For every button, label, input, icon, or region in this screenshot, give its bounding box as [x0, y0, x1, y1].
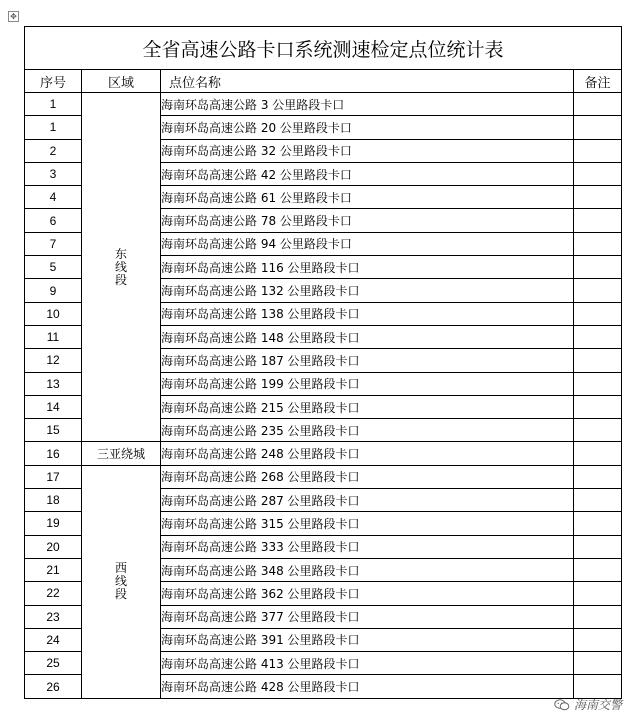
- row-location-name: 海南环岛高速公路 268 公里路段卡口: [161, 465, 574, 488]
- row-seq: 24: [25, 628, 82, 651]
- row-location-name: 海南环岛高速公路 32 公里路段卡口: [161, 139, 574, 162]
- row-location-name: 海南环岛高速公路 333 公里路段卡口: [161, 535, 574, 558]
- row-location-name: 海南环岛高速公路 78 公里路段卡口: [161, 209, 574, 232]
- header-name: 点位名称: [161, 70, 574, 93]
- row-seq: 20: [25, 535, 82, 558]
- row-location-name: 海南环岛高速公路 362 公里路段卡口: [161, 582, 574, 605]
- row-note: [574, 186, 622, 209]
- row-seq: 14: [25, 395, 82, 418]
- row-location-name: 海南环岛高速公路 235 公里路段卡口: [161, 419, 574, 442]
- row-note: [574, 116, 622, 139]
- row-location-name: 海南环岛高速公路 20 公里路段卡口: [161, 116, 574, 139]
- row-note: [574, 279, 622, 302]
- table-move-handle-icon[interactable]: ✥: [8, 11, 19, 22]
- row-note: [574, 325, 622, 348]
- row-seq: 25: [25, 652, 82, 675]
- statistics-table: [24, 26, 622, 699]
- row-seq: 10: [25, 302, 82, 325]
- row-location-name: 海南环岛高速公路 3 公里路段卡口: [161, 93, 574, 116]
- row-note: [574, 675, 622, 698]
- row-location-name: 海南环岛高速公路 199 公里路段卡口: [161, 372, 574, 395]
- row-note: [574, 442, 622, 465]
- header-row: [25, 70, 622, 93]
- row-location-name: 海南环岛高速公路 428 公里路段卡口: [161, 675, 574, 698]
- row-location-name: 海南环岛高速公路 248 公里路段卡口: [161, 442, 574, 465]
- row-location-name: 海南环岛高速公路 116 公里路段卡口: [161, 256, 574, 279]
- region-west: [82, 465, 161, 698]
- row-note: [574, 93, 622, 116]
- row-location-name: 海南环岛高速公路 348 公里路段卡口: [161, 558, 574, 581]
- row-note: [574, 489, 622, 512]
- row-seq: 26: [25, 675, 82, 698]
- row-seq: 22: [25, 582, 82, 605]
- region-char: 线: [114, 259, 127, 274]
- region-char: 东: [114, 246, 127, 261]
- row-note: [574, 605, 622, 628]
- row-note: [574, 162, 622, 185]
- row-location-name: 海南环岛高速公路 315 公里路段卡口: [161, 512, 574, 535]
- row-note: [574, 582, 622, 605]
- row-note: [574, 512, 622, 535]
- row-location-name: 海南环岛高速公路 132 公里路段卡口: [161, 279, 574, 302]
- row-location-name: 海南环岛高速公路 94 公里路段卡口: [161, 232, 574, 255]
- row-location-name: 海南环岛高速公路 413 公里路段卡口: [161, 652, 574, 675]
- header-note: 备注: [574, 70, 622, 93]
- region-sanya: 三亚绕城: [82, 442, 161, 465]
- row-seq: 2: [25, 139, 82, 162]
- row-seq: 5: [25, 256, 82, 279]
- row-location-name: 海南环岛高速公路 391 公里路段卡口: [161, 628, 574, 651]
- row-seq: 15: [25, 419, 82, 442]
- row-note: [574, 395, 622, 418]
- wechat-icon: [554, 699, 570, 711]
- row-seq: 21: [25, 558, 82, 581]
- table-row: [25, 465, 622, 488]
- row-note: [574, 209, 622, 232]
- row-seq: 19: [25, 512, 82, 535]
- row-seq: 11: [25, 325, 82, 348]
- row-location-name: 海南环岛高速公路 42 公里路段卡口: [161, 162, 574, 185]
- region-east: [82, 93, 161, 442]
- region-char: 段: [114, 587, 127, 602]
- row-seq: 17: [25, 465, 82, 488]
- row-seq: 9: [25, 279, 82, 302]
- table-title: 全省高速公路卡口系统测速检定点位统计表: [25, 27, 622, 70]
- row-seq: 7: [25, 232, 82, 255]
- row-location-name: 海南环岛高速公路 187 公里路段卡口: [161, 349, 574, 372]
- row-location-name: 海南环岛高速公路 138 公里路段卡口: [161, 302, 574, 325]
- header-seq: 序号: [25, 70, 82, 93]
- row-note: [574, 628, 622, 651]
- row-note: [574, 232, 622, 255]
- row-note: [574, 535, 622, 558]
- row-seq: 18: [25, 489, 82, 512]
- row-seq: 16: [25, 442, 82, 465]
- watermark: [554, 696, 622, 713]
- row-note: [574, 256, 622, 279]
- row-note: [574, 419, 622, 442]
- row-seq: 1: [25, 93, 82, 116]
- row-location-name: 海南环岛高速公路 377 公里路段卡口: [161, 605, 574, 628]
- row-note: [574, 652, 622, 675]
- region-char: 段: [114, 272, 127, 287]
- region-char: 西: [114, 561, 127, 576]
- row-seq: 1: [25, 116, 82, 139]
- row-note: [574, 465, 622, 488]
- row-note: [574, 302, 622, 325]
- row-location-name: 海南环岛高速公路 287 公里路段卡口: [161, 489, 574, 512]
- row-note: [574, 139, 622, 162]
- table-row: [25, 93, 622, 116]
- region-char: 线: [114, 574, 127, 589]
- row-location-name: 海南环岛高速公路 148 公里路段卡口: [161, 325, 574, 348]
- row-seq: 3: [25, 162, 82, 185]
- row-seq: 6: [25, 209, 82, 232]
- row-note: [574, 349, 622, 372]
- row-seq: 12: [25, 349, 82, 372]
- table-row: [25, 442, 622, 465]
- row-note: [574, 558, 622, 581]
- row-location-name: 海南环岛高速公路 215 公里路段卡口: [161, 395, 574, 418]
- row-seq: 4: [25, 186, 82, 209]
- row-location-name: 海南环岛高速公路 61 公里路段卡口: [161, 186, 574, 209]
- row-seq: 23: [25, 605, 82, 628]
- row-note: [574, 372, 622, 395]
- row-seq: 13: [25, 372, 82, 395]
- table-body: [25, 93, 622, 699]
- header-region: 区域: [82, 70, 161, 93]
- watermark-text: 海南交警: [573, 698, 622, 712]
